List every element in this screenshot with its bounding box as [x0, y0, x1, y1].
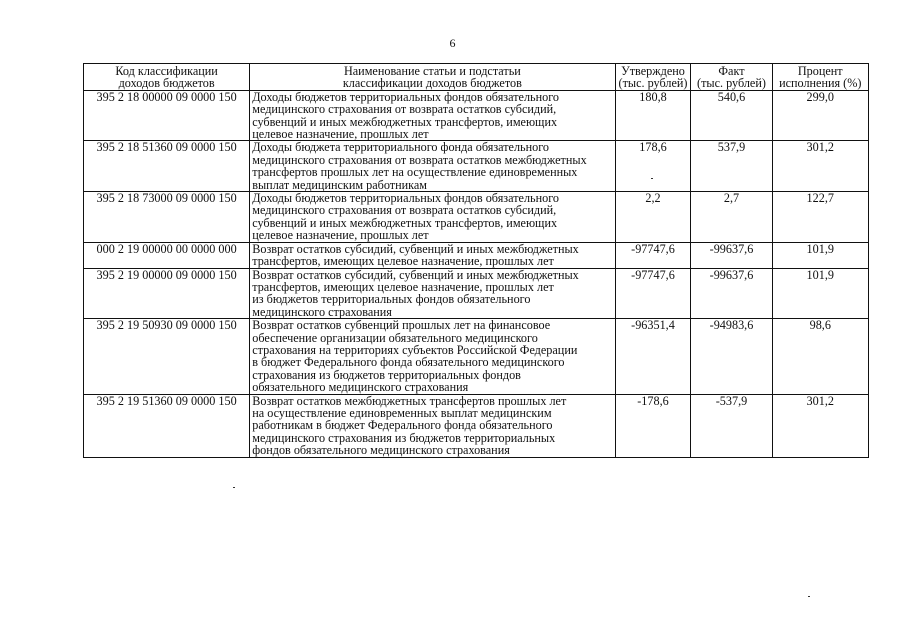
cell-name-line: страхования на территориях субъектов Российской Федерации — [252, 342, 578, 357]
cell-name — [250, 319, 615, 394]
header-percent-line-2: исполнения (%) — [779, 76, 862, 91]
table-row — [84, 394, 869, 457]
header-fact-line-1: Факт — [718, 64, 745, 78]
cell-percent: 101,9 — [772, 242, 868, 268]
table-row — [84, 141, 869, 192]
header-approved-line-2: (тыс. рублей) — [618, 76, 688, 91]
cell-percent: 301,2 — [772, 394, 868, 457]
cell-name-line: из бюджетов территориальных фондов обязательного — [252, 292, 531, 307]
cell-approved: -97747,6 — [615, 268, 691, 319]
cell-approved: 178,6 — [615, 141, 691, 192]
cell-code: 395 2 18 73000 09 0000 150 — [84, 192, 250, 243]
cell-code: 395 2 18 51360 09 0000 150 — [84, 141, 250, 192]
cell-approved: -96351,4 — [615, 319, 691, 394]
header-approved-line-1: Утверждено — [621, 64, 685, 78]
cell-fact: 540,6 — [691, 90, 772, 141]
cell-name — [250, 268, 615, 319]
cell-code: 395 2 19 00000 09 0000 150 — [84, 268, 250, 319]
cell-percent: 101,9 — [772, 268, 868, 319]
cell-name — [250, 394, 615, 457]
cell-name-line: фондов обязательного медицинского страхования — [252, 443, 510, 458]
cell-name-line: Возврат остатков субсидий, субвенций и иных межбюджетных — [252, 267, 579, 282]
cell-approved: 180,8 — [615, 90, 691, 141]
cell-name-line: Возврат остатков субсидий, субвенций и иных межбюджетных — [252, 241, 579, 256]
cell-name-line: выплат медицинским работникам — [252, 177, 427, 192]
cell-approved: -97747,6 — [615, 242, 691, 268]
cell-percent: 122,7 — [772, 192, 868, 243]
cell-name — [250, 90, 615, 141]
table-row — [84, 319, 869, 394]
cell-name-line: медицинского страхования из бюджетов территориальных — [252, 430, 556, 445]
header-row — [84, 64, 869, 91]
cell-approved: 2,2 — [615, 192, 691, 243]
table-row — [84, 268, 869, 319]
cell-code: 395 2 19 51360 09 0000 150 — [84, 394, 250, 457]
cell-name — [250, 141, 615, 192]
cell-name-line: медицинского страхования от возврата остатков субсидий, — [252, 203, 557, 218]
cell-name — [250, 242, 615, 268]
cell-code: 395 2 19 50930 09 0000 150 — [84, 319, 250, 394]
cell-code: 395 2 18 00000 09 0000 150 — [84, 90, 250, 141]
header-name-line-2: классификации доходов бюджетов — [342, 76, 522, 91]
scan-speck — [808, 596, 810, 597]
cell-fact: 2,7 — [691, 192, 772, 243]
cell-percent: 98,6 — [772, 319, 868, 394]
header-fact-line-2: (тыс. рублей) — [697, 76, 766, 91]
table-row — [84, 90, 869, 141]
header-code-line-2: доходов бюджетов — [118, 76, 215, 91]
header-code-line-1: Код классификации — [115, 64, 218, 78]
header-code — [84, 64, 250, 91]
cell-name-line: трансфертов, имеющих целевое назначение, прошлых лет — [252, 254, 554, 269]
cell-name-line: работникам в бюджет Федерального фонда обязательного — [252, 418, 553, 433]
cell-fact: -99637,6 — [691, 242, 772, 268]
cell-fact: -94983,6 — [691, 319, 772, 394]
cell-name-line: в бюджет Федерального фонда обязательного медицинского — [252, 355, 565, 370]
cell-name-line: субвенций и иных межбюджетных трансфертов, имеющих — [252, 114, 558, 129]
cell-name-line: медицинского страхования от возврата остатков межбюджетных — [252, 152, 587, 167]
cell-percent: 299,0 — [772, 90, 868, 141]
cell-percent: 301,2 — [772, 141, 868, 192]
header-name — [250, 64, 615, 91]
header-percent-line-1: Процент — [797, 64, 843, 78]
header-approved — [615, 64, 691, 91]
cell-name-line: целевое назначение, прошлых лет — [252, 228, 429, 243]
cell-name-line: медицинского страхования от возврата остатков субсидий, — [252, 102, 557, 117]
header-name-line-1: Наименование статьи и подстатьи — [343, 64, 521, 78]
table-row — [84, 242, 869, 268]
cell-name-line: медицинского страхования — [252, 304, 392, 319]
scan-speck — [233, 487, 235, 488]
cell-name-line: Доходы бюджетов территориальных фондов обязательного — [252, 89, 559, 104]
cell-name-line: Возврат остатков межбюджетных трансфертов прошлых лет — [252, 393, 567, 408]
cell-name-line: Возврат остатков субвенций прошлых лет на финансовое — [252, 318, 551, 333]
cell-fact: -537,9 — [691, 394, 772, 457]
cell-name-line: Доходы бюджетов территориальных фондов обязательного — [252, 191, 559, 206]
scan-speck — [651, 178, 653, 179]
table-row — [84, 192, 869, 243]
cell-name-line: обязательного медицинского страхования — [252, 380, 469, 395]
cell-name-line: трансфертов, имеющих целевое назначение, прошлых лет — [252, 279, 554, 294]
cell-name-line: на осуществление единовременных выплат медицинским — [252, 405, 552, 420]
cell-name-line: субвенций и иных межбюджетных трансфертов, имеющих — [252, 215, 558, 230]
revenue-table — [83, 63, 869, 458]
cell-fact: -99637,6 — [691, 268, 772, 319]
cell-name-line: страхования из бюджетов территориальных фондов — [252, 367, 521, 382]
cell-name-line: Доходы бюджета территориального фонда обязательного — [252, 140, 550, 155]
cell-approved: -178,6 — [615, 394, 691, 457]
table-body — [84, 90, 869, 457]
header-percent — [772, 64, 868, 91]
cell-fact: 537,9 — [691, 141, 772, 192]
cell-code: 000 2 19 00000 00 0000 000 — [84, 242, 250, 268]
cell-name-line: трансфертов прошлых лет на осуществление единовременных — [252, 165, 578, 180]
page-number: 6 — [449, 36, 456, 50]
header-fact — [691, 64, 772, 91]
table-header — [84, 64, 869, 91]
cell-name — [250, 192, 615, 243]
cell-name-line: обеспечение организации обязательного медицинского — [252, 330, 538, 345]
cell-name-line: целевое назначение, прошлых лет — [252, 127, 429, 142]
